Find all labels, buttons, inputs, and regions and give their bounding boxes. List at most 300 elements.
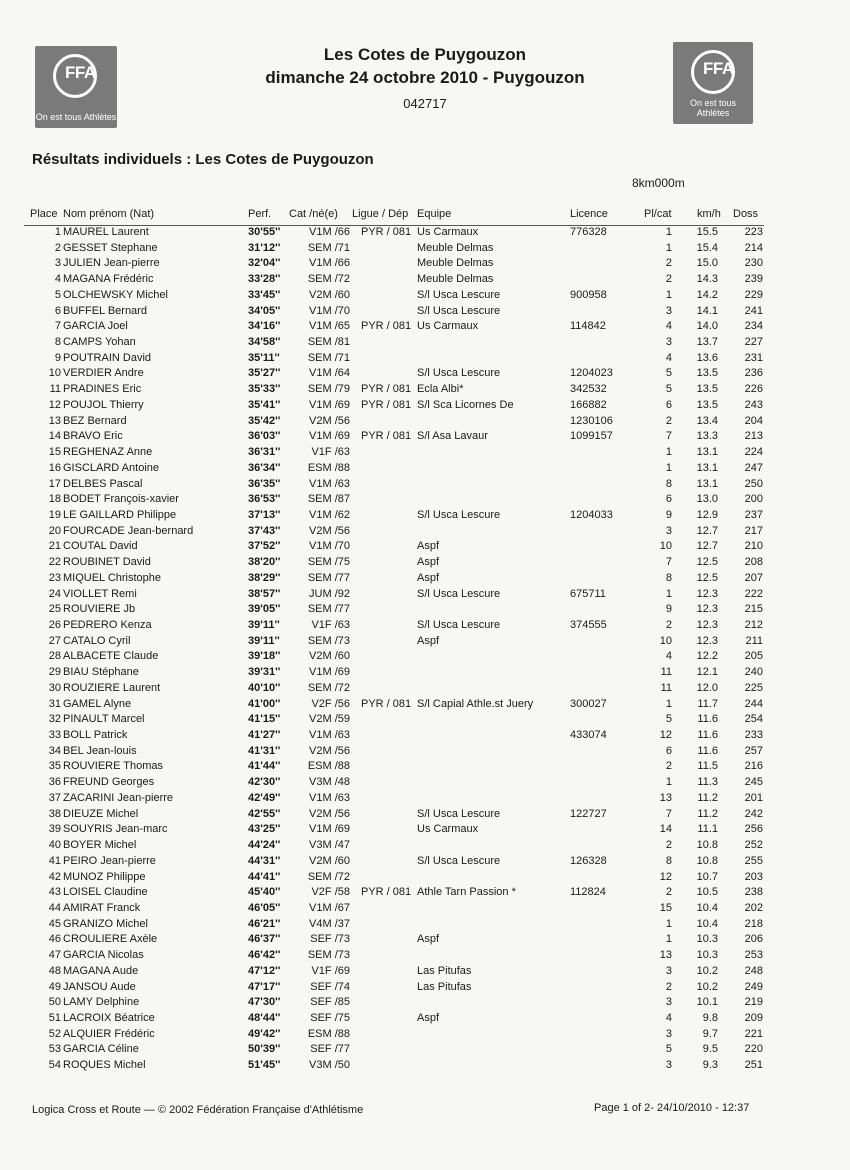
plcat-cell: 1	[665, 226, 672, 238]
perf-cell: 49'42''	[248, 1027, 281, 1040]
category-cell: V1M /70	[309, 304, 350, 317]
category-cell: V3M /50	[309, 1059, 350, 1072]
name-cell: MAGANA Aude	[63, 964, 139, 977]
table-row	[0, 808, 850, 824]
name-cell: BODET François-xavier	[63, 493, 179, 506]
plcat-cell: 6	[665, 744, 672, 757]
name-cell: POUTRAIN David	[63, 351, 152, 364]
name-cell: GISCLARD Antoine	[63, 461, 159, 474]
doss-cell: 209	[744, 1012, 763, 1024]
equipe-cell: Ecla Albi*	[417, 383, 464, 396]
place-cell: 16	[48, 461, 61, 474]
name-cell: BIAU Stéphane	[63, 666, 139, 679]
table-row	[0, 242, 850, 258]
equipe-cell: Meuble Delmas	[417, 273, 494, 286]
perf-cell: 34'05''	[248, 304, 281, 317]
category-cell: V1M /62	[309, 508, 350, 521]
licence-cell: 374555	[570, 619, 607, 631]
place-cell: 3	[54, 257, 61, 270]
table-row	[0, 1028, 850, 1044]
doss-cell: 224	[744, 446, 763, 459]
perf-cell: 37'43''	[248, 524, 281, 537]
category-cell: V2M /56	[309, 524, 350, 537]
place-cell: 46	[48, 933, 61, 946]
category-cell: SEF /74	[310, 980, 350, 993]
doss-cell: 252	[744, 839, 763, 852]
equipe-cell: Aspf	[417, 1012, 440, 1024]
place-cell: 31	[48, 697, 61, 710]
table-row	[0, 839, 850, 855]
doss-cell: 205	[744, 650, 763, 663]
perf-cell: 46'21''	[248, 917, 281, 930]
kmh-cell: 14.1	[696, 304, 718, 317]
perf-cell: 31'12''	[248, 241, 281, 254]
category-cell: SEM /72	[307, 870, 350, 883]
table-row	[0, 509, 850, 525]
doss-cell: 237	[744, 508, 763, 521]
category-cell: SEM /87	[307, 493, 350, 506]
licence-cell: 675711	[570, 587, 606, 600]
table-row	[0, 525, 850, 541]
plcat-cell: 11	[660, 666, 672, 679]
kmh-cell: 12.0	[696, 681, 718, 694]
licence-cell: 776328	[570, 226, 607, 238]
perf-cell: 30'55''	[248, 226, 281, 238]
table-row	[0, 760, 850, 776]
plcat-cell: 1	[665, 917, 672, 930]
category-cell: V2M /56	[309, 807, 350, 820]
perf-cell: 47'17''	[248, 980, 281, 993]
name-cell: ALQUIER Frédéric	[63, 1027, 155, 1040]
category-cell: SEM /71	[307, 351, 350, 364]
doss-cell: 238	[744, 886, 763, 899]
perf-cell: 34'58''	[248, 336, 281, 349]
perf-cell: 36'34''	[248, 461, 281, 474]
ffa-logo-tagline: On est tous Athlètes	[689, 98, 737, 118]
name-cell: ALBACETE Claude	[63, 650, 159, 663]
name-cell: MIQUEL Christophe	[63, 571, 162, 584]
perf-cell: 35'42''	[248, 414, 281, 427]
plcat-cell: 1	[665, 776, 672, 789]
kmh-cell: 12.3	[696, 634, 718, 647]
table-row	[0, 823, 850, 839]
perf-cell: 38'57''	[248, 587, 281, 600]
footer-credit: Logica Cross et Route — © 2002 Fédération Française d'Athlétisme	[32, 1104, 364, 1116]
place-cell: 47	[48, 949, 61, 962]
table-row	[0, 540, 850, 556]
licence-cell: 300027	[570, 697, 607, 710]
plcat-cell: 3	[665, 304, 672, 317]
kmh-cell: 11.7	[697, 697, 718, 710]
place-cell: 9	[54, 351, 61, 364]
plcat-cell: 2	[665, 273, 672, 286]
plcat-cell: 2	[665, 886, 672, 899]
perf-cell: 39'18''	[248, 650, 281, 663]
place-cell: 29	[48, 666, 61, 679]
section-title: Résultats individuels : Les Cotes de Puygouzon	[32, 151, 374, 168]
name-cell: ROUZIERE Laurent	[63, 681, 161, 694]
doss-cell: 227	[744, 336, 763, 349]
doss-cell: 206	[744, 933, 763, 946]
kmh-cell: 14.3	[696, 273, 718, 286]
name-cell: JULIEN Jean-pierre	[63, 257, 160, 270]
name-cell: ROUBINET David	[63, 556, 151, 569]
kmh-cell: 10.1	[696, 996, 718, 1009]
plcat-cell: 7	[665, 807, 672, 820]
name-cell: POUJOL Thierry	[63, 398, 144, 411]
licence-cell: 900958	[570, 288, 607, 301]
perf-cell: 35'11''	[248, 351, 280, 364]
table-row	[0, 792, 850, 808]
table-row	[0, 367, 850, 383]
perf-cell: 39'31''	[248, 666, 281, 679]
kmh-cell: 13.1	[696, 461, 718, 474]
doss-cell: 242	[744, 807, 763, 820]
table-row	[0, 965, 850, 981]
name-cell: ROUVIERE Jb	[63, 603, 136, 616]
plcat-cell: 5	[665, 383, 672, 396]
plcat-cell: 11	[660, 681, 672, 694]
plcat-cell: 10	[659, 540, 672, 553]
place-cell: 4	[54, 273, 61, 286]
name-cell: GAMEL Alyne	[63, 697, 132, 710]
name-cell: FOURCADE Jean-bernard	[63, 524, 194, 537]
ligue-cell: PYR / 081	[361, 320, 412, 333]
name-cell: ROQUES Michel	[63, 1059, 146, 1072]
col-header-ligue: Ligue / Dép	[352, 208, 409, 220]
kmh-cell: 12.3	[696, 587, 718, 600]
equipe-cell: Meuble Delmas	[417, 241, 494, 254]
kmh-cell: 10.3	[696, 933, 718, 946]
perf-cell: 38'29''	[248, 571, 281, 584]
plcat-cell: 4	[665, 650, 672, 663]
place-cell: 37	[48, 791, 61, 804]
kmh-cell: 13.5	[696, 367, 718, 380]
table-row	[0, 603, 850, 619]
doss-cell: 229	[744, 288, 763, 301]
kmh-cell: 13.0	[696, 493, 718, 506]
place-cell: 17	[48, 477, 61, 490]
plcat-cell: 5	[665, 1043, 672, 1056]
category-cell: SEM /72	[307, 681, 350, 694]
doss-cell: 210	[744, 540, 763, 553]
doss-cell: 245	[744, 776, 763, 789]
doss-cell: 218	[744, 917, 763, 930]
perf-cell: 45'40''	[248, 886, 281, 899]
place-cell: 2	[54, 241, 61, 254]
kmh-cell: 13.5	[696, 383, 718, 396]
name-cell: CAMPS Yohan	[63, 336, 136, 349]
perf-cell: 44'41''	[248, 870, 281, 883]
equipe-cell: Aspf	[417, 540, 440, 553]
category-cell: SEF /85	[310, 996, 350, 1009]
name-cell: AMIRAT Franck	[63, 901, 141, 914]
name-cell: JANSOU Aude	[63, 980, 136, 993]
perf-cell: 44'31''	[248, 854, 281, 867]
name-cell: BOYER Michel	[63, 839, 137, 852]
place-cell: 11	[49, 383, 61, 396]
category-cell: V1M /65	[309, 320, 350, 333]
table-row	[0, 698, 850, 714]
licence-cell: 166882	[570, 398, 607, 411]
licence-cell: 433074	[570, 729, 607, 742]
place-cell: 34	[48, 744, 61, 757]
place-cell: 12	[48, 398, 61, 411]
plcat-cell: 5	[665, 713, 672, 726]
col-header-place: Place	[30, 208, 58, 220]
kmh-cell: 13.5	[696, 398, 718, 411]
kmh-cell: 10.5	[696, 886, 718, 899]
table-row	[0, 399, 850, 415]
plcat-cell: 6	[665, 398, 672, 411]
place-cell: 52	[48, 1027, 61, 1040]
licence-cell: 1230106	[570, 414, 613, 427]
equipe-cell: Aspf	[417, 933, 440, 946]
plcat-cell: 3	[665, 996, 672, 1009]
col-header-perf: Perf.	[248, 208, 272, 220]
perf-cell: 43'25''	[248, 823, 281, 836]
perf-cell: 46'42''	[248, 949, 281, 962]
plcat-cell: 15	[659, 901, 672, 914]
plcat-cell: 2	[665, 619, 672, 631]
doss-cell: 244	[744, 697, 763, 710]
perf-cell: 44'24''	[248, 839, 281, 852]
category-cell: V3M /48	[309, 776, 350, 789]
equipe-cell: Las Pitufas	[417, 964, 472, 977]
licence-cell: 1204033	[570, 508, 613, 521]
doss-cell: 225	[744, 681, 763, 694]
place-cell: 44	[48, 901, 61, 914]
doss-cell: 212	[744, 619, 763, 631]
doss-cell: 230	[744, 257, 763, 270]
category-cell: V1M /69	[309, 823, 350, 836]
doss-cell: 201	[744, 791, 763, 804]
plcat-cell: 6	[665, 493, 672, 506]
kmh-cell: 12.5	[696, 571, 718, 584]
ffa-logo-tagline: On est tous Athlètes	[35, 112, 117, 122]
doss-cell: 200	[744, 493, 763, 506]
place-cell: 36	[48, 776, 61, 789]
perf-cell: 46'05''	[248, 901, 281, 914]
table-row	[0, 226, 850, 242]
name-cell: PEDRERO Kenza	[63, 619, 152, 631]
place-cell: 22	[48, 556, 61, 569]
table-row	[0, 666, 850, 682]
kmh-cell: 9.5	[702, 1043, 718, 1056]
kmh-cell: 11.6	[697, 729, 718, 742]
category-cell: SEF /73	[310, 933, 350, 946]
perf-cell: 40'10''	[248, 681, 281, 694]
perf-cell: 36'53''	[248, 493, 281, 506]
category-cell: JUM /92	[309, 587, 350, 600]
place-cell: 48	[48, 964, 61, 977]
plcat-cell: 13	[659, 949, 672, 962]
table-row	[0, 1012, 850, 1028]
category-cell: V1M /63	[309, 791, 350, 804]
place-cell: 50	[48, 996, 61, 1009]
category-cell: V1M /66	[309, 226, 350, 238]
table-row	[0, 430, 850, 446]
perf-cell: 47'30''	[248, 996, 281, 1009]
table-row	[0, 635, 850, 651]
doss-cell: 217	[744, 524, 763, 537]
plcat-cell: 2	[665, 839, 672, 852]
place-cell: 40	[48, 839, 61, 852]
kmh-cell: 11.2	[697, 807, 718, 820]
race-distance: 8km000m	[632, 176, 685, 190]
doss-cell: 215	[744, 603, 763, 616]
kmh-cell: 10.3	[696, 949, 718, 962]
plcat-cell: 2	[665, 980, 672, 993]
plcat-cell: 8	[665, 571, 672, 584]
kmh-cell: 12.3	[696, 619, 718, 631]
kmh-cell: 15.5	[696, 226, 718, 238]
event-code: 042717	[403, 96, 447, 111]
kmh-cell: 12.1	[696, 666, 718, 679]
category-cell: ESM /88	[307, 461, 350, 474]
equipe-cell: Us Carmaux	[417, 823, 479, 836]
kmh-cell: 11.3	[697, 776, 718, 789]
kmh-cell: 13.1	[696, 477, 718, 490]
doss-cell: 213	[744, 430, 763, 443]
perf-cell: 41'00''	[248, 697, 281, 710]
kmh-cell: 14.0	[696, 320, 718, 333]
ligue-cell: PYR / 081	[361, 383, 412, 396]
perf-cell: 42'30''	[248, 776, 281, 789]
plcat-cell: 12	[659, 729, 672, 742]
place-cell: 25	[48, 603, 61, 616]
table-row	[0, 1043, 850, 1059]
kmh-cell: 14.2	[696, 288, 718, 301]
doss-cell: 223	[744, 226, 763, 238]
category-cell: V2F /58	[311, 886, 350, 899]
place-cell: 53	[48, 1043, 61, 1056]
table-row	[0, 918, 850, 934]
table-row	[0, 493, 850, 509]
category-cell: SEM /71	[307, 241, 350, 254]
kmh-cell: 11.6	[697, 744, 718, 757]
perf-cell: 41'31''	[248, 744, 281, 757]
place-cell: 15	[48, 446, 61, 459]
category-cell: V1M /66	[309, 257, 350, 270]
name-cell: PINAULT Marcel	[63, 713, 145, 726]
doss-cell: 220	[744, 1043, 763, 1056]
category-cell: V1M /70	[309, 540, 350, 553]
plcat-cell: 10	[659, 634, 672, 647]
category-cell: ESM /88	[307, 1027, 350, 1040]
table-row	[0, 933, 850, 949]
category-cell: SEM /72	[307, 273, 350, 286]
name-cell: PRADINES Eric	[63, 383, 142, 396]
ligue-cell: PYR / 081	[361, 226, 412, 238]
perf-cell: 35'41''	[248, 398, 281, 411]
doss-cell: 256	[744, 823, 763, 836]
doss-cell: 236	[744, 367, 763, 380]
plcat-cell: 2	[665, 760, 672, 773]
kmh-cell: 9.3	[702, 1059, 718, 1072]
name-cell: MUNOZ Philippe	[63, 870, 146, 883]
kmh-cell: 10.8	[696, 839, 718, 852]
kmh-cell: 9.8	[702, 1012, 718, 1024]
category-cell: SEM /73	[307, 949, 350, 962]
plcat-cell: 7	[665, 430, 672, 443]
kmh-cell: 13.1	[696, 446, 718, 459]
doss-cell: 203	[744, 870, 763, 883]
perf-cell: 46'37''	[248, 933, 281, 946]
equipe-cell: Athle Tarn Passion *	[417, 886, 516, 899]
name-cell: OLCHEWSKY Michel	[63, 288, 168, 301]
table-row	[0, 352, 850, 368]
table-row	[0, 682, 850, 698]
table-row	[0, 478, 850, 494]
table-row	[0, 446, 850, 462]
perf-cell: 34'16''	[248, 320, 281, 333]
table-row	[0, 305, 850, 321]
name-cell: BRAVO Eric	[63, 430, 123, 443]
plcat-cell: 7	[665, 556, 672, 569]
ffa-logo-mark: FFA	[65, 63, 96, 82]
table-row	[0, 871, 850, 887]
kmh-cell: 10.7	[696, 870, 718, 883]
equipe-cell: Us Carmaux	[417, 320, 479, 333]
name-cell: BEZ Bernard	[63, 414, 127, 427]
table-row	[0, 996, 850, 1012]
plcat-cell: 8	[665, 854, 672, 867]
place-cell: 51	[48, 1012, 61, 1024]
plcat-cell: 5	[665, 367, 672, 380]
equipe-cell: S/l Usca Lescure	[417, 288, 501, 301]
table-row	[0, 588, 850, 604]
table-row	[0, 336, 850, 352]
plcat-cell: 4	[665, 1012, 672, 1024]
category-cell: V1M /63	[309, 729, 350, 742]
name-cell: LACROIX Béatrice	[63, 1012, 155, 1024]
category-cell: V3M /47	[309, 839, 350, 852]
perf-cell: 35'27''	[248, 367, 281, 380]
table-row	[0, 257, 850, 273]
licence-cell: 122727	[570, 807, 607, 820]
kmh-cell: 12.5	[696, 556, 718, 569]
perf-cell: 37'52''	[248, 540, 281, 553]
doss-cell: 257	[744, 744, 763, 757]
perf-cell: 36'31''	[248, 446, 281, 459]
equipe-cell: S/l Usca Lescure	[417, 367, 501, 380]
table-row	[0, 886, 850, 902]
equipe-cell: S/l Usca Lescure	[417, 854, 501, 867]
col-header-licence: Licence	[570, 208, 608, 220]
kmh-cell: 12.2	[696, 650, 718, 663]
kmh-cell: 11.6	[697, 713, 718, 726]
plcat-cell: 4	[665, 320, 672, 333]
plcat-cell: 1	[665, 446, 672, 459]
col-header-doss: Doss	[733, 208, 759, 220]
perf-cell: 39'11''	[248, 634, 280, 647]
perf-cell: 42'55''	[248, 807, 281, 820]
name-cell: CROULIERE Axèle	[63, 933, 158, 946]
category-cell: V2M /59	[309, 713, 350, 726]
ligue-cell: PYR / 081	[361, 697, 412, 710]
place-cell: 1	[54, 226, 61, 238]
category-cell: SEM /77	[307, 571, 350, 584]
doss-cell: 208	[744, 556, 763, 569]
equipe-cell: Meuble Delmas	[417, 257, 494, 270]
table-row	[0, 745, 850, 761]
category-cell: V1M /69	[309, 666, 350, 679]
equipe-cell: S/l Usca Lescure	[417, 619, 501, 631]
name-cell: LAMY Delphine	[63, 996, 140, 1009]
doss-cell: 255	[744, 854, 763, 867]
kmh-cell: 11.1	[697, 823, 718, 836]
